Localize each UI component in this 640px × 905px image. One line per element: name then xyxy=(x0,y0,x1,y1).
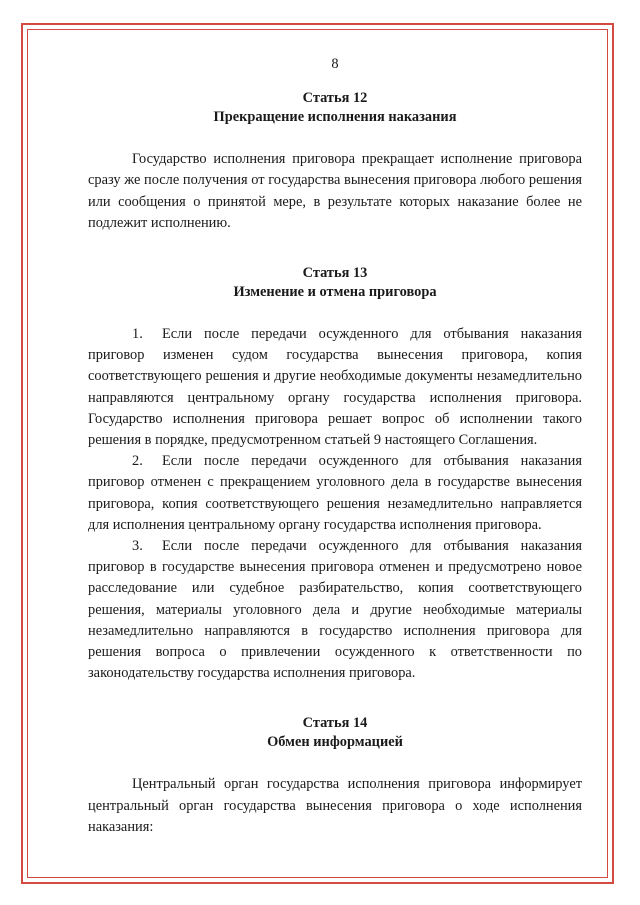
clause-text: Если после передачи осужденного для отбывания наказания приговор изменен судом государства вынесения приговора, копия соответствующего решения и другие необходимые документы незамедлительно направляются центральному органу государства исполнения приговора. Государство исполнения приговора решает вопрос об исполнении такого решения в порядке, предусмотренном статьей 9 настоящего Соглашения. xyxy=(88,326,582,449)
article-14 xyxy=(88,714,582,838)
article-heading: Статья 14 xyxy=(302,715,368,732)
document-body xyxy=(88,54,582,838)
page-number: 8 xyxy=(331,56,339,72)
clause-number: 2. xyxy=(132,453,143,470)
article-title: Прекращение исполнения наказания xyxy=(213,109,457,126)
article-paragraph: Центральный орган государства исполнения приговора информирует центральный орган государства вынесения приговора о ходе исполнения наказания: xyxy=(88,776,582,835)
article-12 xyxy=(88,89,582,234)
article-title: Изменение и отмена приговора xyxy=(233,284,437,301)
numbered-clause xyxy=(88,324,582,451)
clause-text: Если после передачи осужденного для отбывания наказания приговор в государстве вынесения приговора отменен и предусмотрено новое расследование или судебное разбирательство, копия соответствующего решения, материалы уголовного дела и другие необходимые материалы незамедлительно направляются в государство исполнения приговора для решения вопроса о привлечении осужденного к ответственности по законодательству государства исполнения приговора. xyxy=(88,538,582,682)
clause-number: 1. xyxy=(132,326,143,343)
article-heading: Статья 13 xyxy=(302,265,368,282)
article-13 xyxy=(88,264,582,684)
article-header xyxy=(88,264,582,302)
clause-text: Если после передачи осужденного для отбывания наказания приговор отменен с прекращением уголовного дела в государстве вынесения приговора, копия соответствующего решения незамедлительно направляется для исполнения центральному органу государства исполнения приговора. xyxy=(88,453,582,533)
numbered-clause xyxy=(88,536,582,684)
clause-number: 3. xyxy=(132,538,143,555)
article-header xyxy=(88,714,582,752)
article-paragraph: Государство исполнения приговора прекращает исполнение приговора сразу же после получения от государства вынесения приговора любого решения или сообщения о принятой мере, в результате которых наказание более не подлежит исполнению. xyxy=(88,151,582,231)
numbered-clause xyxy=(88,451,582,536)
article-header xyxy=(88,89,582,127)
article-heading: Статья 12 xyxy=(302,90,368,107)
article-title: Обмен информацией xyxy=(267,734,403,751)
